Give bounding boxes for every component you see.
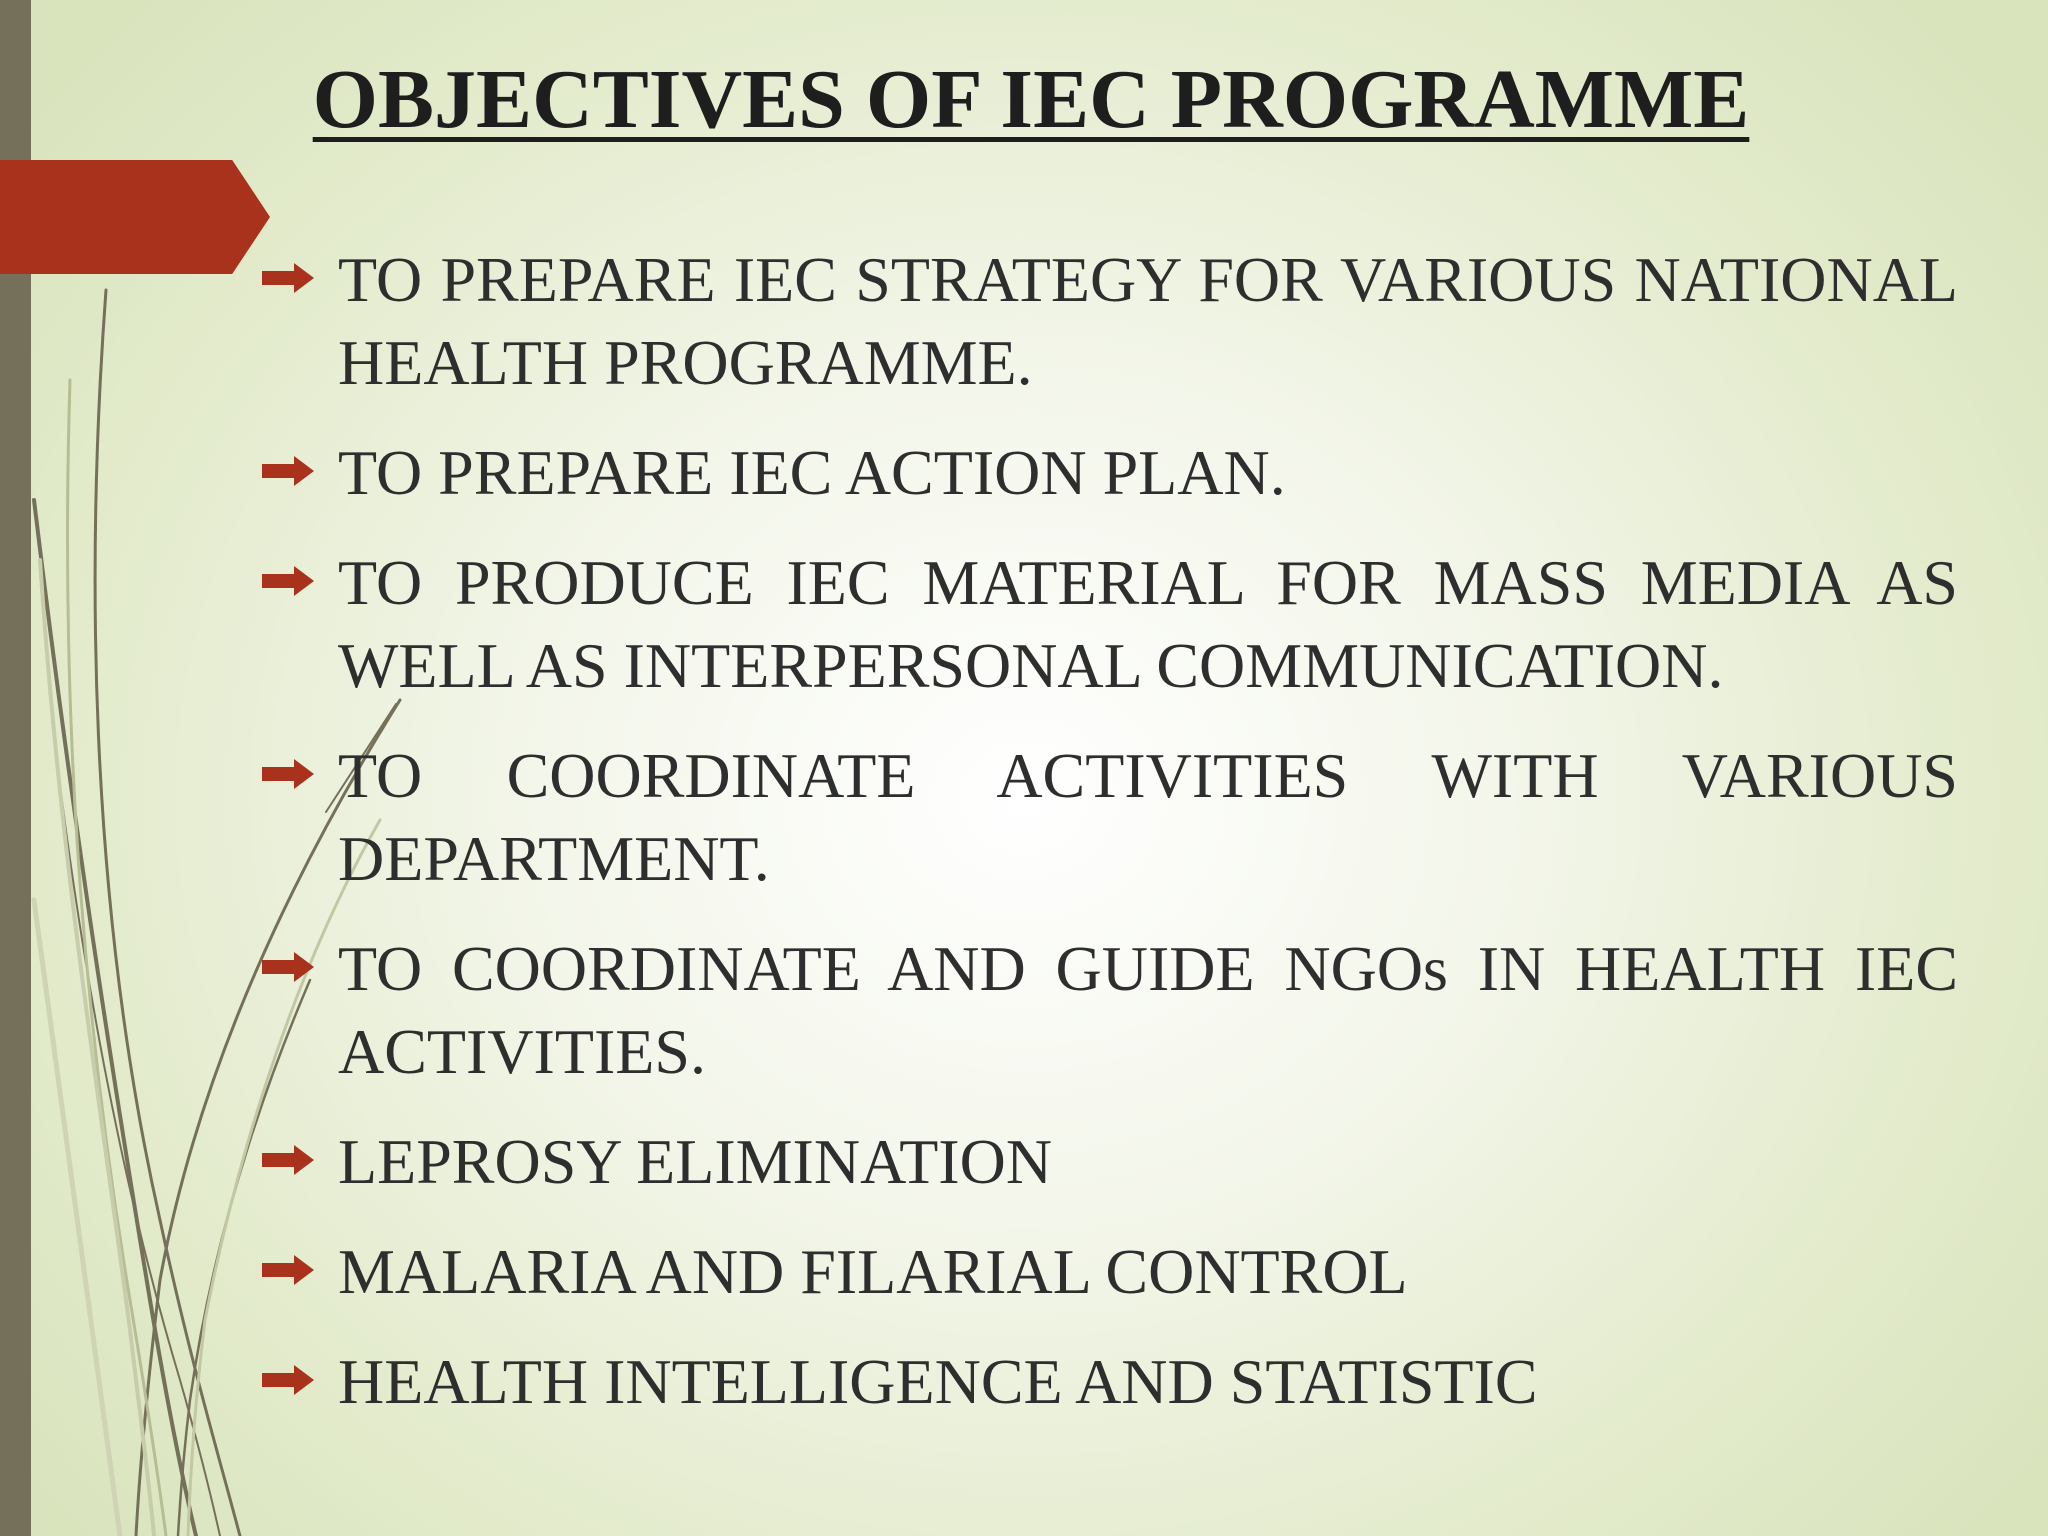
- bullet-item: [262, 1230, 1958, 1313]
- arrow-right-icon: [262, 1253, 316, 1287]
- red-accent-tab: [0, 160, 270, 274]
- arrow-right-icon: [262, 757, 316, 791]
- arrow-right-icon: [262, 1363, 316, 1397]
- bullet-item: [262, 1340, 1958, 1423]
- bullet-item: [262, 541, 1958, 707]
- bullet-item: [262, 431, 1958, 514]
- arrow-right-icon: [262, 261, 316, 295]
- bullet-text: TO COORDINATE AND GUIDE NGOs IN HEALTH IEC ACTIVITIES.: [338, 933, 1958, 1087]
- bullet-item: [262, 927, 1958, 1093]
- bullet-text: MALARIA AND FILARIAL CONTROL: [338, 1236, 1408, 1307]
- bullet-item: [262, 1120, 1958, 1203]
- bullet-item: [262, 734, 1958, 900]
- bullet-text: TO PRODUCE IEC MATERIAL FOR MASS MEDIA AS WELL AS INTERPERSONAL COMMUNICATION.: [338, 547, 1958, 701]
- bullet-list: [262, 238, 1958, 1450]
- bullet-text: TO PREPARE IEC ACTION PLAN.: [338, 437, 1286, 508]
- bullet-text: TO COORDINATE ACTIVITIES WITH VARIOUS DEPARTMENT.: [338, 740, 1958, 894]
- bullet-text: TO PREPARE IEC STRATEGY FOR VARIOUS NATIONAL HEALTH PROGRAMME.: [338, 244, 1958, 398]
- bullet-text: LEPROSY ELIMINATION: [338, 1126, 1053, 1197]
- arrow-right-icon: [262, 1143, 316, 1177]
- bullet-text: HEALTH INTELLIGENCE AND STATISTIC: [338, 1346, 1538, 1417]
- arrow-right-icon: [262, 950, 316, 984]
- slide-title: OBJECTIVES OF IEC PROGRAMME: [312, 53, 1750, 146]
- arrow-right-icon: [262, 564, 316, 598]
- arrow-right-icon: [262, 454, 316, 488]
- bullet-item: [262, 238, 1958, 404]
